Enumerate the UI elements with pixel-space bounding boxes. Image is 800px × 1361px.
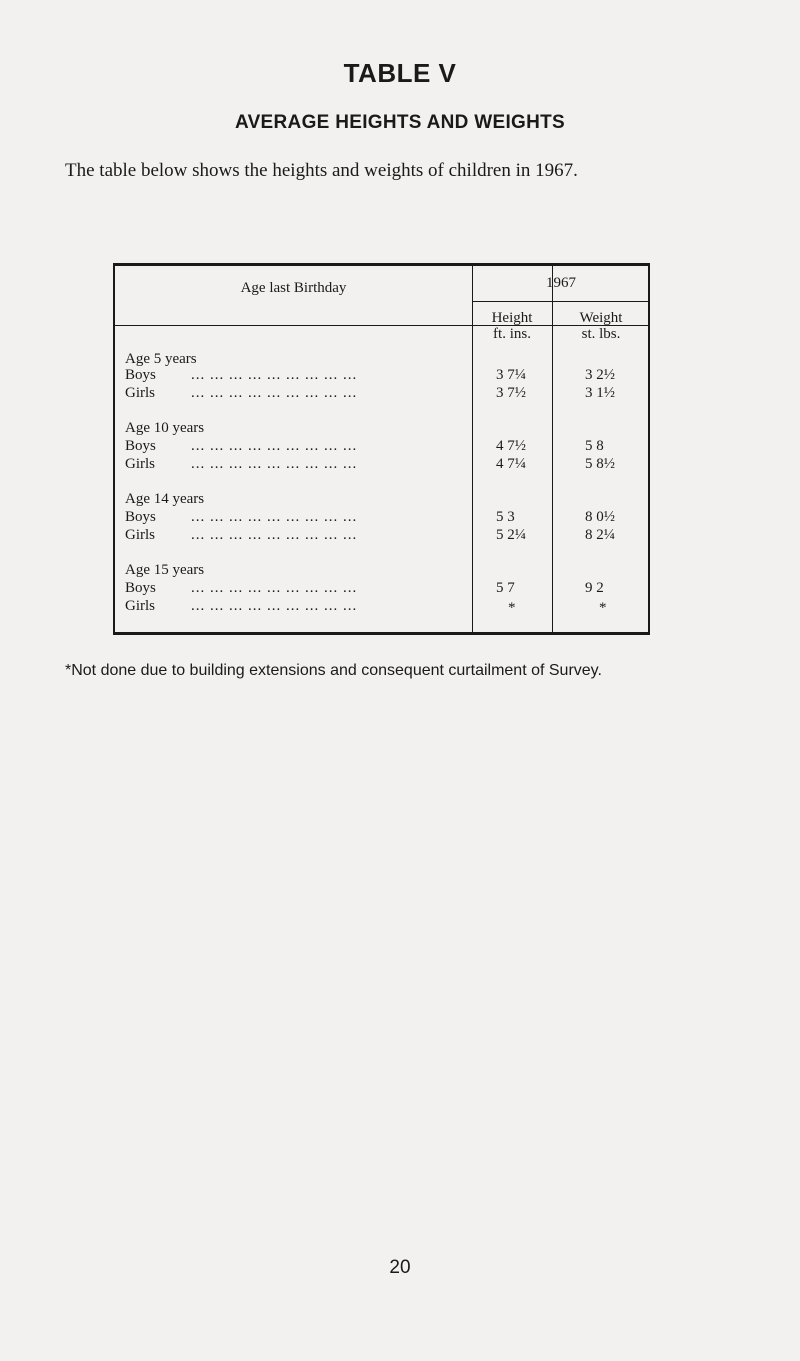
row-label: Boys bbox=[125, 509, 156, 525]
leader-dots: ... ... ... ... ... ... ... ... ... bbox=[191, 598, 358, 614]
weight-value: 5 8 bbox=[585, 438, 604, 454]
table-subtitle: AVERAGE HEIGHTS AND WEIGHTS bbox=[234, 112, 566, 133]
group-label: Age 5 years bbox=[125, 351, 197, 367]
weight-value: 3 2½ bbox=[585, 367, 615, 383]
row-label: Girls bbox=[125, 527, 155, 543]
leader-dots: ... ... ... ... ... ... ... ... ... bbox=[191, 527, 358, 543]
data-table bbox=[113, 263, 650, 635]
row-label: Boys bbox=[125, 580, 156, 596]
weight-header-label: Weight bbox=[579, 310, 623, 326]
height-value: * bbox=[508, 600, 516, 616]
row-label: Girls bbox=[125, 456, 155, 472]
height-value: 5 2¼ bbox=[496, 527, 526, 543]
page-number: 20 bbox=[389, 1257, 411, 1278]
weight-value: 9 2 bbox=[585, 580, 604, 596]
row-label: Boys bbox=[125, 438, 156, 454]
height-value: 4 7¼ bbox=[496, 456, 526, 472]
leader-dots: ... ... ... ... ... ... ... ... ... bbox=[191, 367, 358, 383]
intro-text: The table below shows the heights and weights of children in 1967. bbox=[65, 160, 578, 181]
row-header: Age last Birthday bbox=[240, 280, 347, 296]
height-header-unit: ft. ins. bbox=[493, 326, 531, 342]
height-value: 3 7¼ bbox=[496, 367, 526, 383]
leader-dots: ... ... ... ... ... ... ... ... ... bbox=[191, 438, 358, 454]
height-header-label: Height bbox=[491, 310, 533, 326]
year-underline bbox=[472, 301, 650, 302]
year-header: 1967 bbox=[546, 275, 576, 291]
height-header bbox=[472, 310, 552, 342]
weight-value: 8 2¼ bbox=[585, 527, 615, 543]
weight-value: 3 1½ bbox=[585, 385, 615, 401]
group-label: Age 14 years bbox=[125, 491, 205, 507]
leader-dots: ... ... ... ... ... ... ... ... ... bbox=[191, 580, 358, 596]
row-label: Girls bbox=[125, 598, 155, 614]
weight-value: 8 0½ bbox=[585, 509, 615, 525]
row-label: Boys bbox=[125, 367, 156, 383]
footnote: *Not done due to building extensions and consequent curtailment of Survey. bbox=[65, 662, 602, 679]
leader-dots: ... ... ... ... ... ... ... ... ... bbox=[191, 385, 358, 401]
weight-value: 5 8½ bbox=[585, 456, 615, 472]
group-label: Age 15 years bbox=[125, 562, 205, 578]
weight-header-unit: st. lbs. bbox=[581, 326, 621, 342]
height-value: 4 7½ bbox=[496, 438, 526, 454]
leader-dots: ... ... ... ... ... ... ... ... ... bbox=[191, 509, 358, 525]
weight-header bbox=[552, 310, 650, 342]
height-value: 5 7 bbox=[496, 580, 515, 596]
group-label: Age 10 years bbox=[125, 420, 205, 436]
weight-value: * bbox=[599, 600, 607, 616]
table-title: TABLE V bbox=[343, 58, 457, 88]
height-value: 3 7½ bbox=[496, 385, 526, 401]
row-label: Girls bbox=[125, 385, 155, 401]
leader-dots: ... ... ... ... ... ... ... ... ... bbox=[191, 456, 358, 472]
height-value: 5 3 bbox=[496, 509, 515, 525]
